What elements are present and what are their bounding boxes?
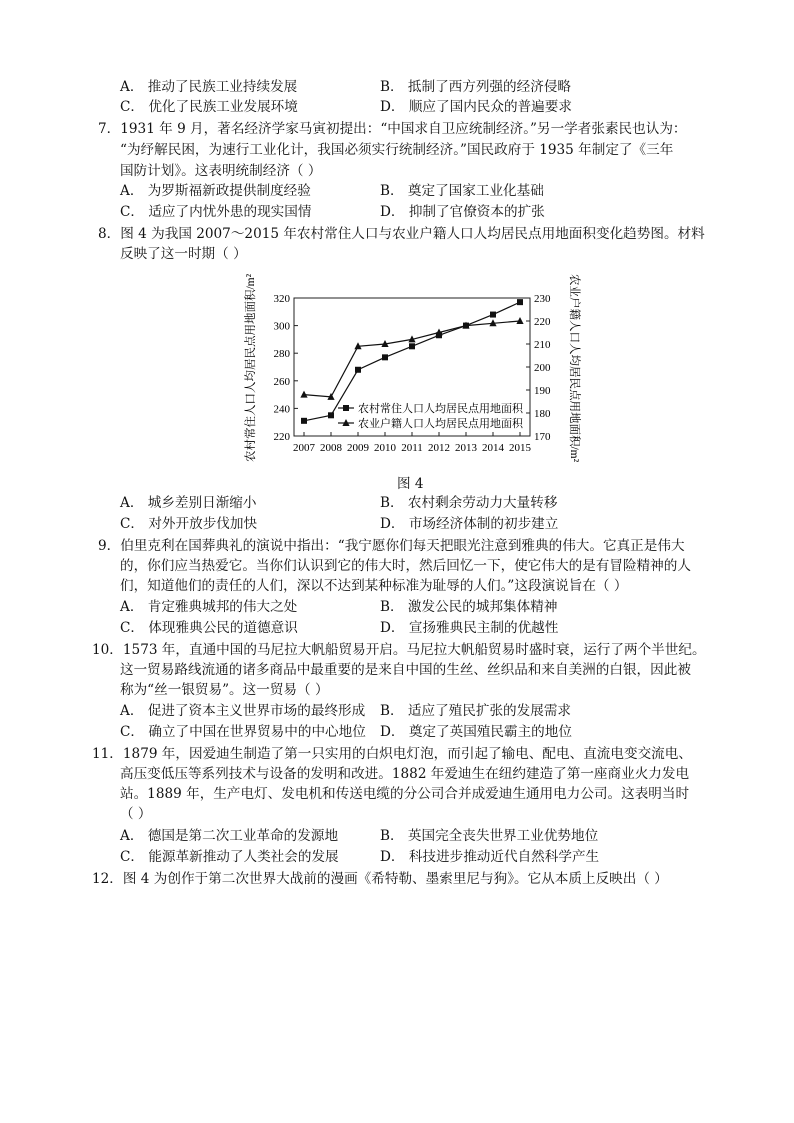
series-2-point: [516, 317, 523, 324]
q7-stem-line3: 国防计划》。这表明统制经济（ ）: [120, 163, 322, 179]
y-left-tick-label: 300: [273, 320, 290, 333]
y-right-tick-label: 220: [534, 316, 551, 328]
series-1-point: [517, 299, 523, 305]
x-tick-label: 2008: [320, 442, 342, 454]
q10-stem-line3: 称为“丝一银贸易”。这一贸易（ ）: [120, 682, 329, 698]
y-left-tick-label: 240: [273, 403, 290, 416]
y-right-tick-label: 210: [534, 339, 551, 351]
q10-option-a: A． 促进了资本主义世界市场的最终形成: [120, 703, 366, 719]
figure-caption: 图 4: [397, 476, 424, 492]
q6-option-b: B． 抵制了西方列强的经济侵略: [380, 79, 572, 95]
q7-stem-line2: “为纾解民困，为速行工业化计，我国必须实行统制经济。”国民政府于 1935 年制定了《三年: [120, 142, 674, 158]
series-1-point: [409, 343, 415, 349]
series-1-point: [382, 354, 388, 360]
q10-stem-line1: 10．1573 年，直通中国的马尼拉大帆船贸易开启。马尼拉大帆船贸易时盛时衰，运行了两个半世纪。: [92, 642, 706, 658]
x-tick-label: 2013: [455, 442, 477, 454]
x-tick-label: 2009: [347, 442, 369, 454]
q11-stem-line1: 11．1879 年，因爱迪生制造了第一只实用的白炽电灯泡，而引起了输电、配电、直流电变交流电、: [92, 746, 692, 762]
q12-stem-line1: 12．图 4 为创作于第二次世界大战前的漫画《希特勒、墨索里尼与狗》。它从本质上反映出（ ）: [92, 871, 668, 887]
q8-option-b: B． 农村剩余劳动力大量转移: [380, 495, 558, 511]
plot-area: [274, 293, 552, 454]
q9-stem-line3: 们，知道他们的责任的人们，深以不达到某种标准为耻辱的人们。”这段演说旨在（ ）: [120, 578, 628, 594]
q11-option-a: A． 德国是第二次工业革命的发源地: [120, 828, 339, 844]
y-right-tick-label: 170: [534, 431, 551, 443]
q7-option-d: D． 抑制了官僚资本的扩张: [380, 204, 545, 220]
q8-stem-line1: 8．图 4 为我国 2007～2015 年农村常住人口与农业户籍人口人均居民点用地面积变化趋势图。材料: [98, 226, 705, 242]
series-1-point: [301, 418, 307, 424]
q6-option-c: C． 优化了民族工业发展环境: [120, 99, 298, 115]
series-1-point: [328, 412, 334, 418]
q11-stem-line3: 站。1889 年，生产电灯、发电机和传送电缆的分公司合并成爱迪生通用电力公司。这表明当时: [120, 786, 690, 802]
series-1-point: [490, 312, 496, 318]
q11-stem-line2: 高压变低压等系列技术与设备的发明和改进。1882 年爱迪生在纽约建造了第一座商业火力发电: [120, 766, 690, 782]
q9-stem-line1: 9．伯里克利在国葬典礼的演说中指出：“我宁愿你们每天把眼光注意到雅典的伟大。它真正是伟大: [98, 538, 685, 554]
q9-option-b: B． 激发公民的城邦集体精神: [380, 599, 558, 615]
q11-option-d: D． 科技进步推动近代自然科学产生: [380, 849, 600, 865]
q10-option-b: B． 适应了殖民扩张的发展需求: [380, 703, 572, 719]
q10-stem-line2: 这一贸易路线流通的诸多商品中最重要的是来自中国的生丝、丝织品和来自美洲的白银，因此被: [120, 662, 691, 678]
legend-marker-square: [343, 405, 349, 411]
q6-option-d: D． 顺应了国内民众的普遍要求: [380, 99, 572, 115]
legend-label: 农业户籍人口人均居民点用地面积: [358, 418, 523, 430]
legend-label: 农村常住人口人均居民点用地面积: [358, 403, 523, 415]
q9-option-c: C． 体现雅典公民的道德意识: [120, 620, 298, 636]
q8-option-d: D． 市场经济体制的初步建立: [380, 516, 559, 532]
x-tick-label: 2007: [293, 442, 315, 454]
figure-4-chart: [242, 272, 582, 464]
q10-option-d: D． 奠定了英国殖民霸主的地位: [380, 724, 572, 740]
series-2-point: [300, 391, 307, 398]
q7-option-a: A． 为罗斯福新政提供制度经验: [120, 183, 311, 199]
q6-option-a: A． 推动了民族工业持续发展: [120, 79, 298, 95]
x-tick-label: 2011: [401, 442, 423, 454]
q11-stem-line4: （ ）: [120, 806, 152, 822]
q11-option-c: C． 能源革新推动了人类社会的发展: [120, 849, 339, 865]
x-tick-label: 2015: [509, 442, 531, 454]
q9-stem-line2: 的，你们应当热爱它。当你们认识到它的伟大时，然后回忆一下，使它伟大的是有冒险精神的人: [120, 558, 691, 574]
y-right-tick-label: 230: [534, 293, 551, 305]
y-right-tick-label: 190: [534, 385, 551, 397]
y-left-tick-label: 320: [273, 293, 290, 305]
y-left-tick-label: 260: [273, 375, 290, 388]
x-tick-label: 2012: [428, 442, 450, 454]
line-chart: [242, 272, 582, 464]
q9-option-a: A． 肯定雅典城邦的伟大之处: [120, 599, 298, 615]
x-tick-label: 2014: [482, 442, 504, 454]
y-axis-left-label: 农村常住人口人均居民点用地面积/m²: [245, 273, 257, 463]
q9-option-d: D． 宣扬雅典民主制的优越性: [380, 620, 559, 636]
q10-option-c: C． 确立了中国在世界贸易中的中心地位: [120, 724, 366, 740]
y-right-tick-label: 180: [534, 408, 551, 420]
x-tick-label: 2010: [374, 442, 396, 454]
series-1-point: [355, 367, 361, 373]
q8-stem-line2: 反映了这一时期（ ）: [120, 246, 247, 262]
q7-option-c: C． 适应了内忧外患的现实国情: [120, 204, 312, 220]
series-line-2: [304, 321, 520, 397]
q7-stem-line1: 7．1931 年 9 月，著名经济学家马寅初提出：“中国求自卫应统制经济。”另一学者张素民也认为：: [98, 121, 687, 137]
y-left-tick-label: 280: [273, 348, 290, 361]
q8-option-c: C． 对外开放步伐加快: [120, 516, 258, 532]
y-right-tick-label: 200: [534, 362, 551, 374]
q11-option-b: B． 英国完全丧失世界工业优势地位: [380, 828, 599, 844]
q8-option-a: A． 城乡差别日渐缩小: [120, 495, 257, 511]
q7-option-b: B． 奠定了国家工业化基础: [380, 183, 544, 199]
y-left-tick-label: 220: [273, 431, 290, 443]
y-axis-right-label: 农业户籍人口人均居民点用地面积/m²: [568, 273, 580, 463]
